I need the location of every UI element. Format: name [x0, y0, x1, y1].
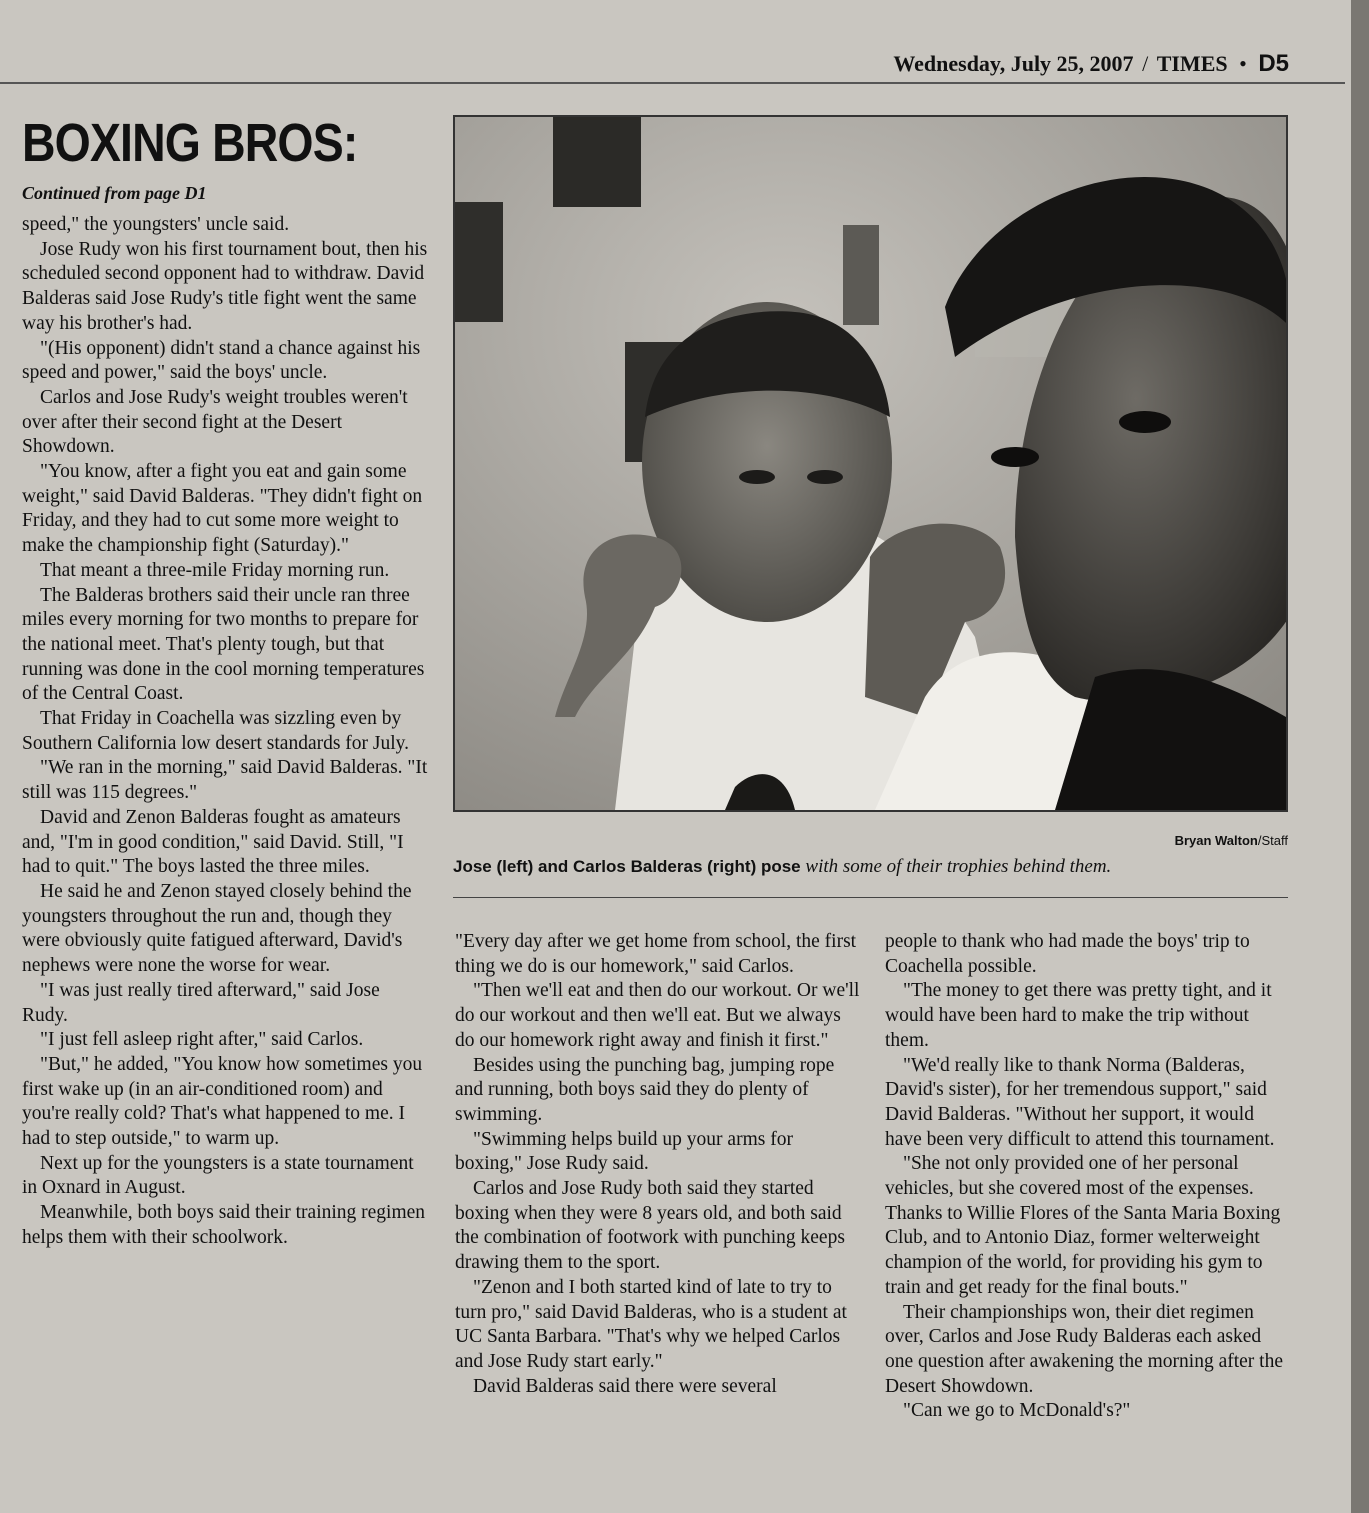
article-paragraph: Jose Rudy won his first tournament bout, then his scheduled second opponent had to withdraw. David Balderas said Jose Rudy's title fight went the same way his brother's had.	[22, 238, 428, 334]
page-folio	[893, 50, 1289, 78]
article-paragraph: That Friday in Coachella was sizzling even by Southern California low desert standards for July.	[22, 708, 410, 754]
headline: BOXING BROS:	[22, 113, 358, 173]
article-paragraph: Meanwhile, both boys said their training regimen helps them with their schoolwork.	[22, 1202, 426, 1248]
article-paragraph: Carlos and Jose Rudy's weight troubles weren't over after their second fight at the Desert Showdown.	[22, 386, 408, 458]
article-paragraph: Carlos and Jose Rudy both said they started boxing when they were 8 years old, and both said the combination of footwork with punching keeps drawing them to the sport.	[455, 1178, 845, 1274]
article-paragraph: "Swimming helps build up your arms for boxing," Jose Rudy said.	[455, 1128, 793, 1175]
article-paragraph: "We'd really like to thank Norma (Balderas, David's sister), for her tremendous support," said David Balderas. "Without her support, it would have been very difficult to attend this tournament.	[885, 1054, 1275, 1150]
continued-from-line: Continued from page D1	[22, 183, 207, 203]
folio-divider	[0, 82, 1345, 84]
caption-divider	[453, 897, 1288, 898]
article-paragraph: "I just fell asleep right after," said Carlos.	[40, 1029, 364, 1051]
article-paragraph: "I was just really tired afterward," said Jose Rudy.	[22, 979, 380, 1026]
page-edge-shadow	[1351, 0, 1369, 1513]
article-paragraph: people to thank who had made the boys' trip to Coachella possible.	[885, 931, 1250, 977]
article-paragraph: "Zenon and I both started kind of late to try to turn pro," said David Balderas, who is a student at UC Santa Barbara. "That's why we helped Carlos and Jose Rudy start early."	[455, 1276, 847, 1372]
folio-page-number: D5	[1258, 50, 1289, 77]
article-paragraph: "We ran in the morning," said David Balderas. "It still was 115 degrees."	[22, 757, 428, 804]
article-paragraph: "But," he added, "You know how sometimes you first wake up (in an air-conditioned room) and you're really cold? That's what happened to me. I had to step outside," to warm up.	[22, 1053, 423, 1150]
article-paragraph: "She not only provided one of her personal vehicles, but she covered most of the expenses. Thanks to Willie Flores of the Santa Maria Boxing Club, and to Antonio Diaz, former welterweight champion of the world, for providing his gym to train and get ready for the final bouts."	[885, 1153, 1281, 1298]
article-paragraph: David Balderas said there were several	[473, 1375, 777, 1397]
article-photo	[453, 115, 1288, 812]
article-column-1	[22, 213, 430, 1251]
article-paragraph: Besides using the punching bag, jumping rope and running, both boys said they do plenty of swimming.	[455, 1054, 835, 1125]
article-paragraph: The Balderas brothers said their uncle ran three miles every morning for two months to prepare for the national meet. That's plenty tough, but that running was done in the cool morning temperatures of the Central Coast.	[22, 584, 425, 705]
photographer-name: Bryan Walton	[1174, 833, 1258, 848]
article-paragraph: "Every day after we get home from school, the first thing we do is our homework," said Carlos.	[455, 931, 857, 977]
photo-illustration	[455, 117, 1286, 810]
article-paragraph: He said he and Zenon stayed closely behind the youngsters throughout the run and, though they were obviously quite fatigued afterward, David's nephews were none the worse for wear.	[22, 880, 412, 977]
photo-credit	[1040, 833, 1288, 848]
article-paragraph: "Can we go to McDonald's?"	[903, 1400, 1131, 1422]
article-paragraph: "The money to get there was pretty tight, and it would have been hard to make the trip without them.	[885, 980, 1272, 1051]
article-column-3	[885, 930, 1290, 1424]
article-paragraph: "You know, after a fight you eat and gain some weight," said David Balderas. "They didn't fight on Friday, and they had to cut some more weight to make the championship fight (Saturday)."	[22, 461, 423, 557]
folio-date: Wednesday, July 25, 2007	[893, 51, 1134, 76]
article-paragraph: Next up for the youngsters is a state tournament in Oxnard in August.	[22, 1152, 414, 1199]
article-paragraph: speed," the youngsters' uncle said.	[22, 214, 290, 235]
folio-paper-name: TIMES	[1156, 51, 1228, 76]
article-paragraph: Their championships won, their diet regimen over, Carlos and Jose Rudy Balderas each asked one question after awakening the morning after the Desert Showdown.	[885, 1301, 1283, 1397]
article-paragraph: That meant a three-mile Friday morning run.	[40, 559, 390, 581]
folio-separator: /	[1142, 51, 1149, 76]
article-paragraph: "Then we'll eat and then do our workout. Or we'll do our workout and then we'll eat. But we always do our homework right away and finish it first."	[455, 980, 860, 1051]
photo-caption	[453, 856, 1288, 878]
folio-bullet: •	[1239, 51, 1247, 76]
caption-text: with some of their trophies behind them.	[805, 856, 1112, 877]
photographer-role: /Staff	[1257, 833, 1288, 848]
article-column-2	[455, 930, 860, 1399]
caption-lead: Jose (left) and Carlos Balderas (right) pose	[453, 857, 801, 876]
article-paragraph: "(His opponent) didn't stand a chance against his speed and power," said the boys' uncle.	[22, 337, 421, 384]
article-paragraph: David and Zenon Balderas fought as amateurs and, "I'm in good condition," said David. Still, "I had to quit." The boys lasted the three miles.	[22, 806, 404, 878]
